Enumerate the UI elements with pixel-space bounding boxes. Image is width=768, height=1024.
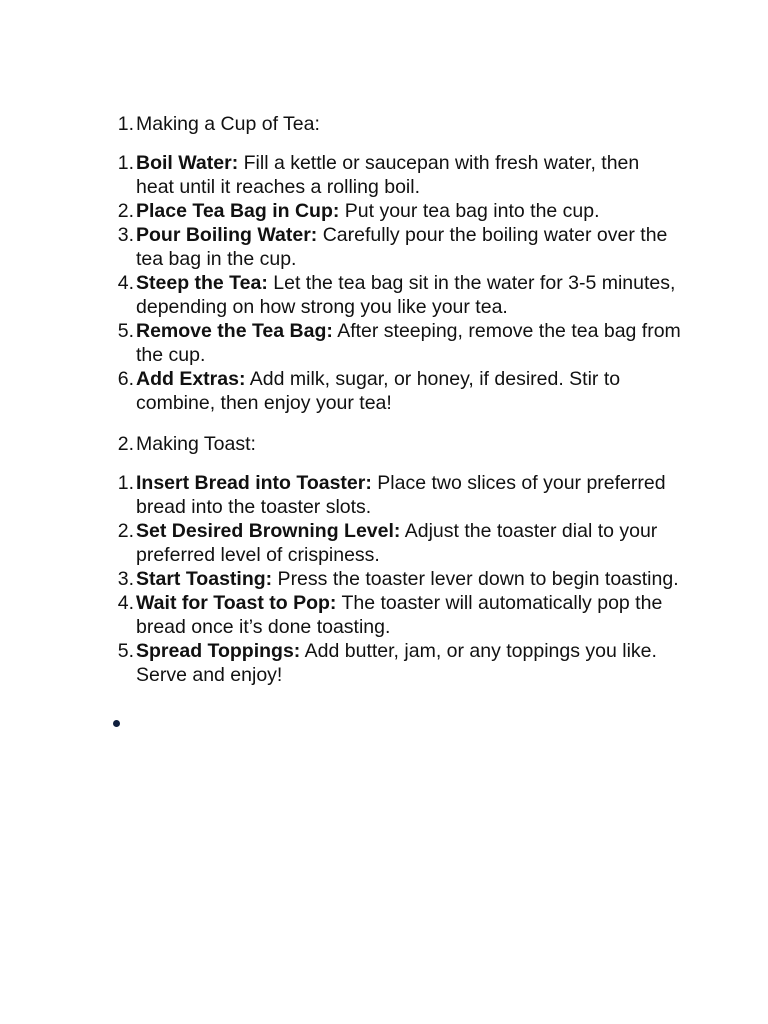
empty-bullet-icon (113, 720, 120, 727)
step-number: 3. (117, 568, 134, 590)
step-number: 1. (117, 152, 134, 174)
section-title: Making Toast: (136, 433, 256, 455)
step-text: Place two slices of your preferred bread into the toaster slots. (136, 472, 666, 518)
list-item (117, 567, 681, 591)
step-label: Wait for Toast to Pop: (136, 592, 337, 614)
step-number: 4. (117, 272, 134, 294)
step-label: Boil Water: (136, 152, 239, 174)
step-label: Add Extras: (136, 368, 246, 390)
step-text: The toaster will automatically pop the bread once it’s done toasting. (136, 592, 663, 638)
step-number: 5. (117, 640, 134, 662)
step-label: Start Toasting: (136, 568, 273, 590)
list-item (117, 519, 681, 567)
list-item (117, 471, 681, 519)
step-label: Steep the Tea: (136, 272, 268, 294)
step-number: 6. (117, 368, 134, 390)
section-heading-toast (117, 432, 256, 456)
tea-steps-list (117, 151, 681, 415)
step-text: Press the toaster lever down to begin toasting. (272, 568, 679, 590)
list-item (117, 199, 681, 223)
toast-steps-list (117, 471, 681, 687)
list-item (117, 591, 681, 639)
step-label: Set Desired Browning Level: (136, 520, 401, 542)
step-label: Place Tea Bag in Cup: (136, 200, 340, 222)
step-number: 3. (117, 224, 134, 246)
list-item (117, 639, 681, 687)
section-heading-tea (117, 112, 320, 136)
step-number: 2. (117, 520, 134, 542)
step-text: Carefully pour the boiling water over the tea bag in the cup. (136, 224, 668, 270)
step-label: Spread Toppings: (136, 640, 301, 662)
step-text: Fill a kettle or saucepan with fresh water, then heat until it reaches a rolling boil. (136, 152, 640, 198)
step-label: Insert Bread into Toaster: (136, 472, 372, 494)
step-label: Remove the Tea Bag: (136, 320, 333, 342)
section-number: 1. (117, 113, 134, 135)
list-item (117, 223, 681, 271)
list-item (117, 151, 681, 199)
section-title: Making a Cup of Tea: (136, 113, 320, 135)
step-label: Pour Boiling Water: (136, 224, 318, 246)
step-text: Add butter, jam, or any toppings you like. Serve and enjoy! (136, 640, 657, 686)
step-text: Adjust the toaster dial to your preferred level of crispiness. (136, 520, 658, 566)
step-text: Let the tea bag sit in the water for 3-5 minutes, depending on how strong you like your tea. (136, 272, 676, 318)
step-text: Add milk, sugar, or honey, if desired. Stir to combine, then enjoy your tea! (136, 368, 621, 414)
step-text: After steeping, remove the tea bag from the cup. (136, 320, 681, 366)
step-text: Put your tea bag into the cup. (339, 200, 600, 222)
step-number: 2. (117, 200, 134, 222)
list-item (117, 271, 681, 319)
step-number: 1. (117, 472, 134, 494)
list-item (117, 367, 681, 415)
list-item (117, 319, 681, 367)
step-number: 4. (117, 592, 134, 614)
step-number: 5. (117, 320, 134, 342)
section-number: 2. (117, 433, 134, 455)
